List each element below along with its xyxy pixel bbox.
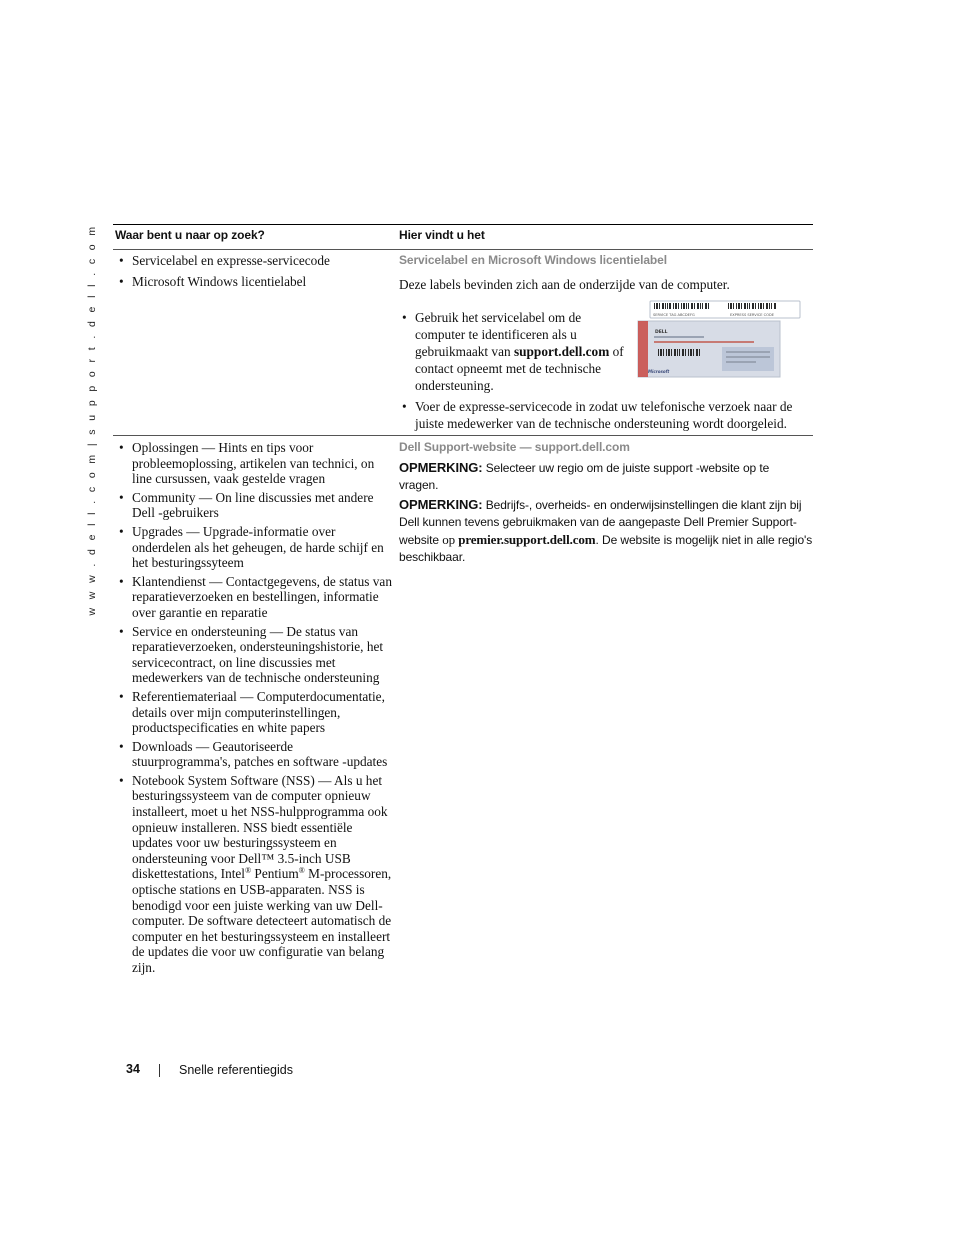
header-rule	[113, 249, 813, 250]
column-header-left: Waar bent u naar op zoek?	[115, 228, 265, 242]
note-label: OPMERKING:	[399, 460, 483, 475]
row1-bullet-1	[397, 309, 625, 397]
list-item: • Microsoft Windows licentielabel	[114, 274, 392, 290]
side-url: w w w . d e l l . c o m | s u p p o r t . d e l l . c o m	[86, 224, 98, 616]
list-item: • Referentiemateriaal — Computerdocumentatie, details over mijn computerinstellingen, productspecificaties en white papers	[114, 689, 394, 736]
microsoft-text: Microsoft	[648, 369, 670, 374]
row1-intro: Deze labels bevinden zich aan de onderzijde van de computer.	[399, 277, 730, 292]
list-item: • Servicelabel en expresse-servicecode	[114, 253, 392, 269]
column-header-right: Hier vindt u het	[399, 228, 485, 242]
row2-left-list	[114, 440, 394, 979]
list-item: • Service en ondersteuning — De status van reparatieverzoeken, ondersteuningshistorie, het servicecontract, on line discussies met medewerkers van de technische ondersteuning	[114, 624, 394, 686]
list-item: • Oplossingen — Hints en tips voor probleemoplossing, artikelen van technici, on line cursussen, vaak gestelde vragen	[114, 440, 394, 487]
row-divider	[113, 435, 813, 436]
note-2: OPMERKING: Bedrijfs-, overheids- en onderwijsinstellingen die klant zijn bij Dell kunnen tevens gebruikmaken van de aangepaste Dell Premier Support-website op premier.support.dell.com. De website is mogelijk niet in alle regio's beschikbaar.	[399, 497, 813, 564]
list-item: • Notebook System Software (NSS) — Als u het besturingssysteem van de computer opnieuw installeert, moet u het NSS-hulpprogramma ook opnieuw installeren. NSS biedt essentiële updates voor uw besturingssysteem en ondersteuning voor Dell™ 3.5-inch USB diskettestations, Intel® Pentium® M-processoren, optische stations en USB-apparaten. NSS is benodigd voor een juiste werking van uw Dell-computer. De software detecteert automatisch de computer en het besturingssysteem en installeert de updates die voor uw configuratie van belang zijn.	[114, 773, 394, 976]
note-label: OPMERKING:	[399, 497, 483, 512]
support-link[interactable]: support.dell.com	[513, 344, 610, 359]
footer-separator	[159, 1064, 160, 1077]
list-item: • Voer de expresse-servicecode in zodat uw telefonische verzoek naar de juiste medewerker van de technische ondersteuning wordt doorgeleid.	[397, 398, 811, 432]
row1-left-list	[114, 253, 392, 292]
express-code-text: EXPRESS SERVICE CODE	[730, 313, 775, 317]
list-item: • Community — On line discussies met andere Dell -gebruikers	[114, 490, 394, 521]
row2-section-heading: Dell Support-website — support.dell.com	[399, 440, 630, 454]
list-item: • Downloads — Geautoriseerde stuurprogramma's, patches en software -updates	[114, 739, 394, 770]
list-item: • Gebruik het servicelabel om de computer te identificeren als u gebruikmaakt van support.dell.com of contact opneemt met de technische ondersteuning.	[397, 309, 625, 394]
service-tag-label-image	[636, 299, 804, 381]
list-item: • Upgrades — Upgrade-informatie over onderdelen als het geheugen, de harde schijf en het besturingssyteem	[114, 524, 394, 571]
brand-text: DELL	[655, 330, 668, 335]
row1-bullet-2	[397, 398, 811, 435]
premier-link[interactable]: premier.support.dell.com	[458, 532, 596, 547]
service-tag-text: SERVICE TAG ABCDEFG	[653, 313, 695, 317]
page-number: 34	[126, 1062, 140, 1076]
table-top-rule	[113, 224, 813, 225]
row1-section-heading: Servicelabel en Microsoft Windows licentielabel	[399, 253, 667, 267]
footer-title: Snelle referentiegids	[179, 1063, 293, 1077]
note-1: OPMERKING: Selecteer uw regio om de juiste support -website op te vragen.	[399, 460, 770, 492]
list-item: • Klantendienst — Contactgegevens, de status van reparatieverzoeken en bestellingen, informatie over garantie en reparatie	[114, 574, 394, 621]
